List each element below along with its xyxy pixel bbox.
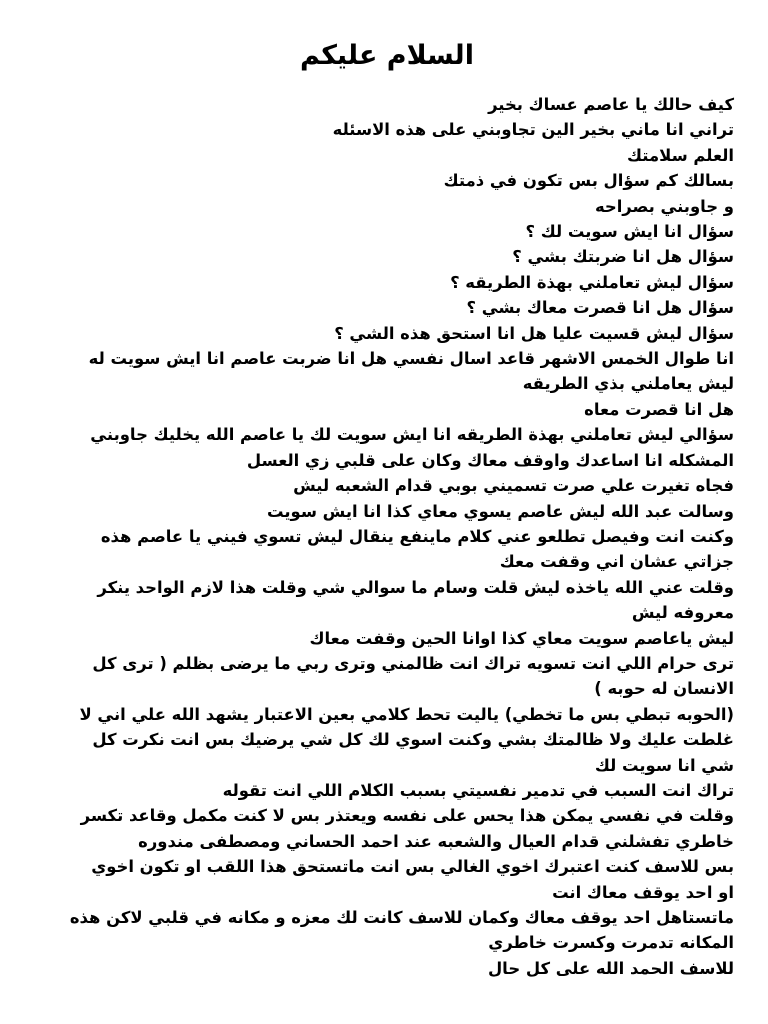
- text-line: سؤال ليش قسيت عليا هل انا استحق هذه الشي ؟: [334, 323, 734, 343]
- text-line: هل انا قصرت معاه: [584, 399, 734, 419]
- text-line: ترى حرام اللي انت تسويه تراك انت ظالمني وترى ربي ما يرضى بظلم ( ترى كل: [92, 653, 734, 673]
- text-line: تراني انا ماني بخير الين تجاوبني على هذه الاسئله: [332, 120, 734, 140]
- text-line: سؤال ليش تعاملني بهذة الطريقه ؟: [450, 272, 734, 292]
- text-line: (الحوبه تبطي بس ما تخطي) ياليت تحط كلامي بعين الاعتبار يشهد الله علي اني لا: [79, 704, 734, 724]
- text-line: فجاه تغيرت علي صرت تسميني بوبي قدام الشعبه ليش: [293, 476, 734, 496]
- text-line: ليش ياعاصم سويت معاي كذا اوانا الحين وقفت معاك: [309, 628, 734, 648]
- document-body: [40, 92, 734, 981]
- text-line: انا طوال الخمس الاشهر قاعد اسال نفسي هل انا ضربت عاصم انا ايش سويت له: [88, 349, 734, 369]
- text-line: وسالت عبد الله ليش عاصم يسوي معاي كذا انا ايش سويت: [267, 501, 734, 521]
- text-line: للاسف الحمد الله على كل حال: [487, 958, 734, 978]
- text-line: الانسان له حوبه ): [594, 679, 734, 699]
- text-line: بس للاسف كنت اعتبرك اخوي الغالي بس انت ماتستحق هذا اللقب او تكون اخوي: [91, 857, 734, 877]
- text-line: بسالك كم سؤال بس تكون في ذمتك: [443, 171, 734, 191]
- text-line: سؤال هل انا ضربتك بشي ؟: [512, 247, 734, 267]
- text-line: غلطت عليك ولا ظالمتك بشي وكنت اسوي لك كل شي يرضيك بس انت نكرت كل: [92, 730, 734, 750]
- text-line: او احد يوقف معاك انت: [552, 882, 734, 902]
- text-line: وقلت في نفسي يمكن هذا يحس على نفسه ويعتذر بس لا كنت مكمل وقاعد تكسر: [80, 806, 734, 826]
- text-line: وقلت عني الله ياخذه ليش قلت وسام ما سوالي شي وقلت هذا لازم الواحد ينكر: [97, 577, 734, 597]
- text-line: سؤال هل انا قصرت معاك بشي ؟: [466, 298, 734, 318]
- page-title: السلام عليكم: [300, 40, 474, 71]
- text-line: خاطري تفشلني قدام العيال والشعبه عند احمد الحساني ومصطفى مندوره: [138, 831, 734, 851]
- text-line: و جاوبني بصراحه: [594, 196, 734, 216]
- text-line: سؤالي ليش تعاملني بهذة الطريقه انا ايش سويت لك يا عاصم الله يخليك جاوبني: [90, 425, 734, 445]
- text-line: العلم سلامتك: [627, 145, 734, 165]
- text-line: تراك انت السبب في تدمير نفسيتي بسبب الكلام اللي انت تقوله: [222, 780, 734, 800]
- text-line: سؤال انا ايش سويت لك ؟: [525, 222, 734, 242]
- text-line: جزاتي عشان اني وقفت معك: [499, 552, 734, 572]
- text-line: معروفه ليش: [631, 603, 734, 623]
- text-line: المشكله انا اساعدك واوقف معاك وكان على قلبي زي العسل: [246, 450, 734, 470]
- text-line: وكنت انت وفيصل تطلعو عني كلام ماينفع ينقال ليش تسوي فيني يا عاصم هذه: [100, 526, 734, 546]
- text-line: شي انا سويت لك: [594, 755, 734, 775]
- text-line: المكانه تدمرت وكسرت خاطري: [488, 933, 734, 953]
- text-line: ماتستاهل احد يوقف معاك وكمان للاسف كانت لك معزه و مكانه في قلبي لاكن هذه: [69, 908, 734, 927]
- text-line: كيف حالك يا عاصم عساك بخير: [488, 95, 734, 114]
- text-line: ليش يعاملني بذي الطريقه: [522, 374, 734, 394]
